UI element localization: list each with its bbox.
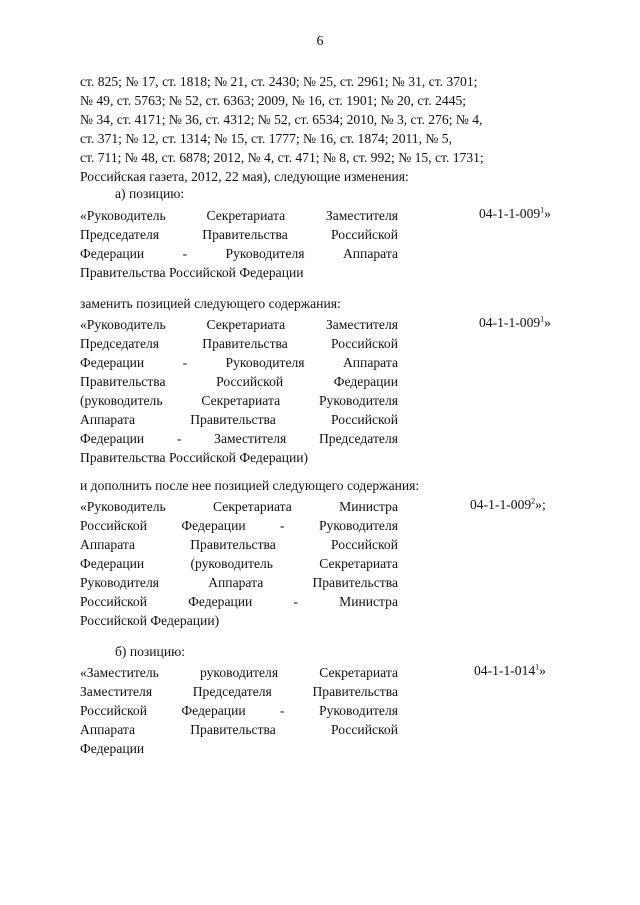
position-line: «Руководитель Секретариата Заместителя — [80, 208, 398, 223]
position-2-text — [80, 315, 398, 467]
position-4-code — [474, 663, 546, 679]
position-line: Правительства Российской Федерации) — [80, 450, 309, 465]
position-code-end: » — [544, 206, 551, 221]
add-label: и дополнить после нее позицией следующего содержания: — [80, 478, 420, 493]
position-code: 04-1-1-009 — [479, 315, 541, 330]
intro-line: № 34, ст. 4171; № 36, ст. 4312; № 52, ст. 6534; 2010, № 3, ст. 276; № 4, — [80, 112, 483, 127]
position-1-code — [479, 206, 551, 222]
position-3-text — [80, 497, 398, 630]
position-line: Председателя Правительства Российской — [80, 336, 398, 351]
position-code-sup: 2 — [531, 496, 536, 506]
item-b-label: б) позицию: — [115, 644, 186, 659]
position-3-code — [470, 497, 546, 513]
position-line: Российской Федерации - Руководителя — [80, 703, 398, 718]
position-code: 04-1-1-009 — [470, 497, 532, 512]
position-2-code — [479, 315, 551, 331]
position-line: Председателя Правительства Российской — [80, 227, 398, 242]
position-line: Аппарата Правительства Российской — [80, 412, 398, 427]
position-line: Федерации - Руководителя Аппарата — [80, 355, 398, 370]
position-code-end: » — [539, 663, 546, 678]
position-code: 04-1-1-009 — [479, 206, 541, 221]
position-line: Правительства Российской Федерации — [80, 374, 398, 389]
intro-line: № 49, ст. 5763; № 52, ст. 6363; 2009, № 16, ст. 1901; № 20, ст. 2445; — [80, 93, 467, 108]
position-line: Руководителя Аппарата Правительства — [80, 575, 398, 590]
position-line: Федерации - Руководителя Аппарата — [80, 246, 398, 261]
position-line: Аппарата Правительства Российской — [80, 537, 398, 552]
position-line: Федерации - Заместителя Председателя — [80, 431, 398, 446]
item-a-label: а) позицию: — [115, 186, 185, 201]
position-line: Российской Федерации - Руководителя — [80, 518, 398, 533]
position-line: Правительства Российской Федерации — [80, 265, 304, 280]
intro-paragraph — [80, 72, 564, 186]
position-line: Российской Федерации) — [80, 613, 220, 628]
page-number: 6 — [316, 34, 324, 49]
position-code-sup: 1 — [535, 662, 540, 672]
position-code-end: » — [544, 315, 551, 330]
position-code-sup: 1 — [540, 314, 545, 324]
position-code-sup: 1 — [540, 205, 545, 215]
position-code: 04-1-1-014 — [474, 663, 536, 678]
position-code-end: »; — [535, 497, 546, 512]
position-line: «Руководитель Секретариата Министра — [80, 499, 398, 514]
intro-line: ст. 825; № 17, ст. 1818; № 21, ст. 2430; № 25, ст. 2961; № 31, ст. 3701; — [80, 74, 478, 89]
intro-line: ст. 371; № 12, ст. 1314; № 15, ст. 1777; № 16, ст. 1874; 2011, № 5, — [80, 131, 452, 146]
position-line: (руководитель Секретариата Руководителя — [80, 393, 398, 408]
position-line: «Руководитель Секретариата Заместителя — [80, 317, 398, 332]
replace-label: заменить позицией следующего содержания: — [80, 296, 341, 311]
intro-line: Российская газета, 2012, 22 мая), следующие изменения: — [80, 169, 409, 184]
intro-line: ст. 711; № 48, ст. 6878; 2012, № 4, ст. 471; № 8, ст. 992; № 15, ст. 1731; — [80, 150, 484, 165]
position-line: Федерации (руководитель Секретариата — [80, 556, 398, 571]
position-1-text — [80, 206, 398, 282]
position-line: Российской Федерации - Министра — [80, 594, 398, 609]
position-line: Заместителя Председателя Правительства — [80, 684, 398, 699]
position-4-text — [80, 663, 398, 758]
position-line: Федерации — [80, 741, 145, 756]
position-line: «Заместитель руководителя Секретариата — [80, 665, 398, 680]
position-line: Аппарата Правительства Российской — [80, 722, 398, 737]
